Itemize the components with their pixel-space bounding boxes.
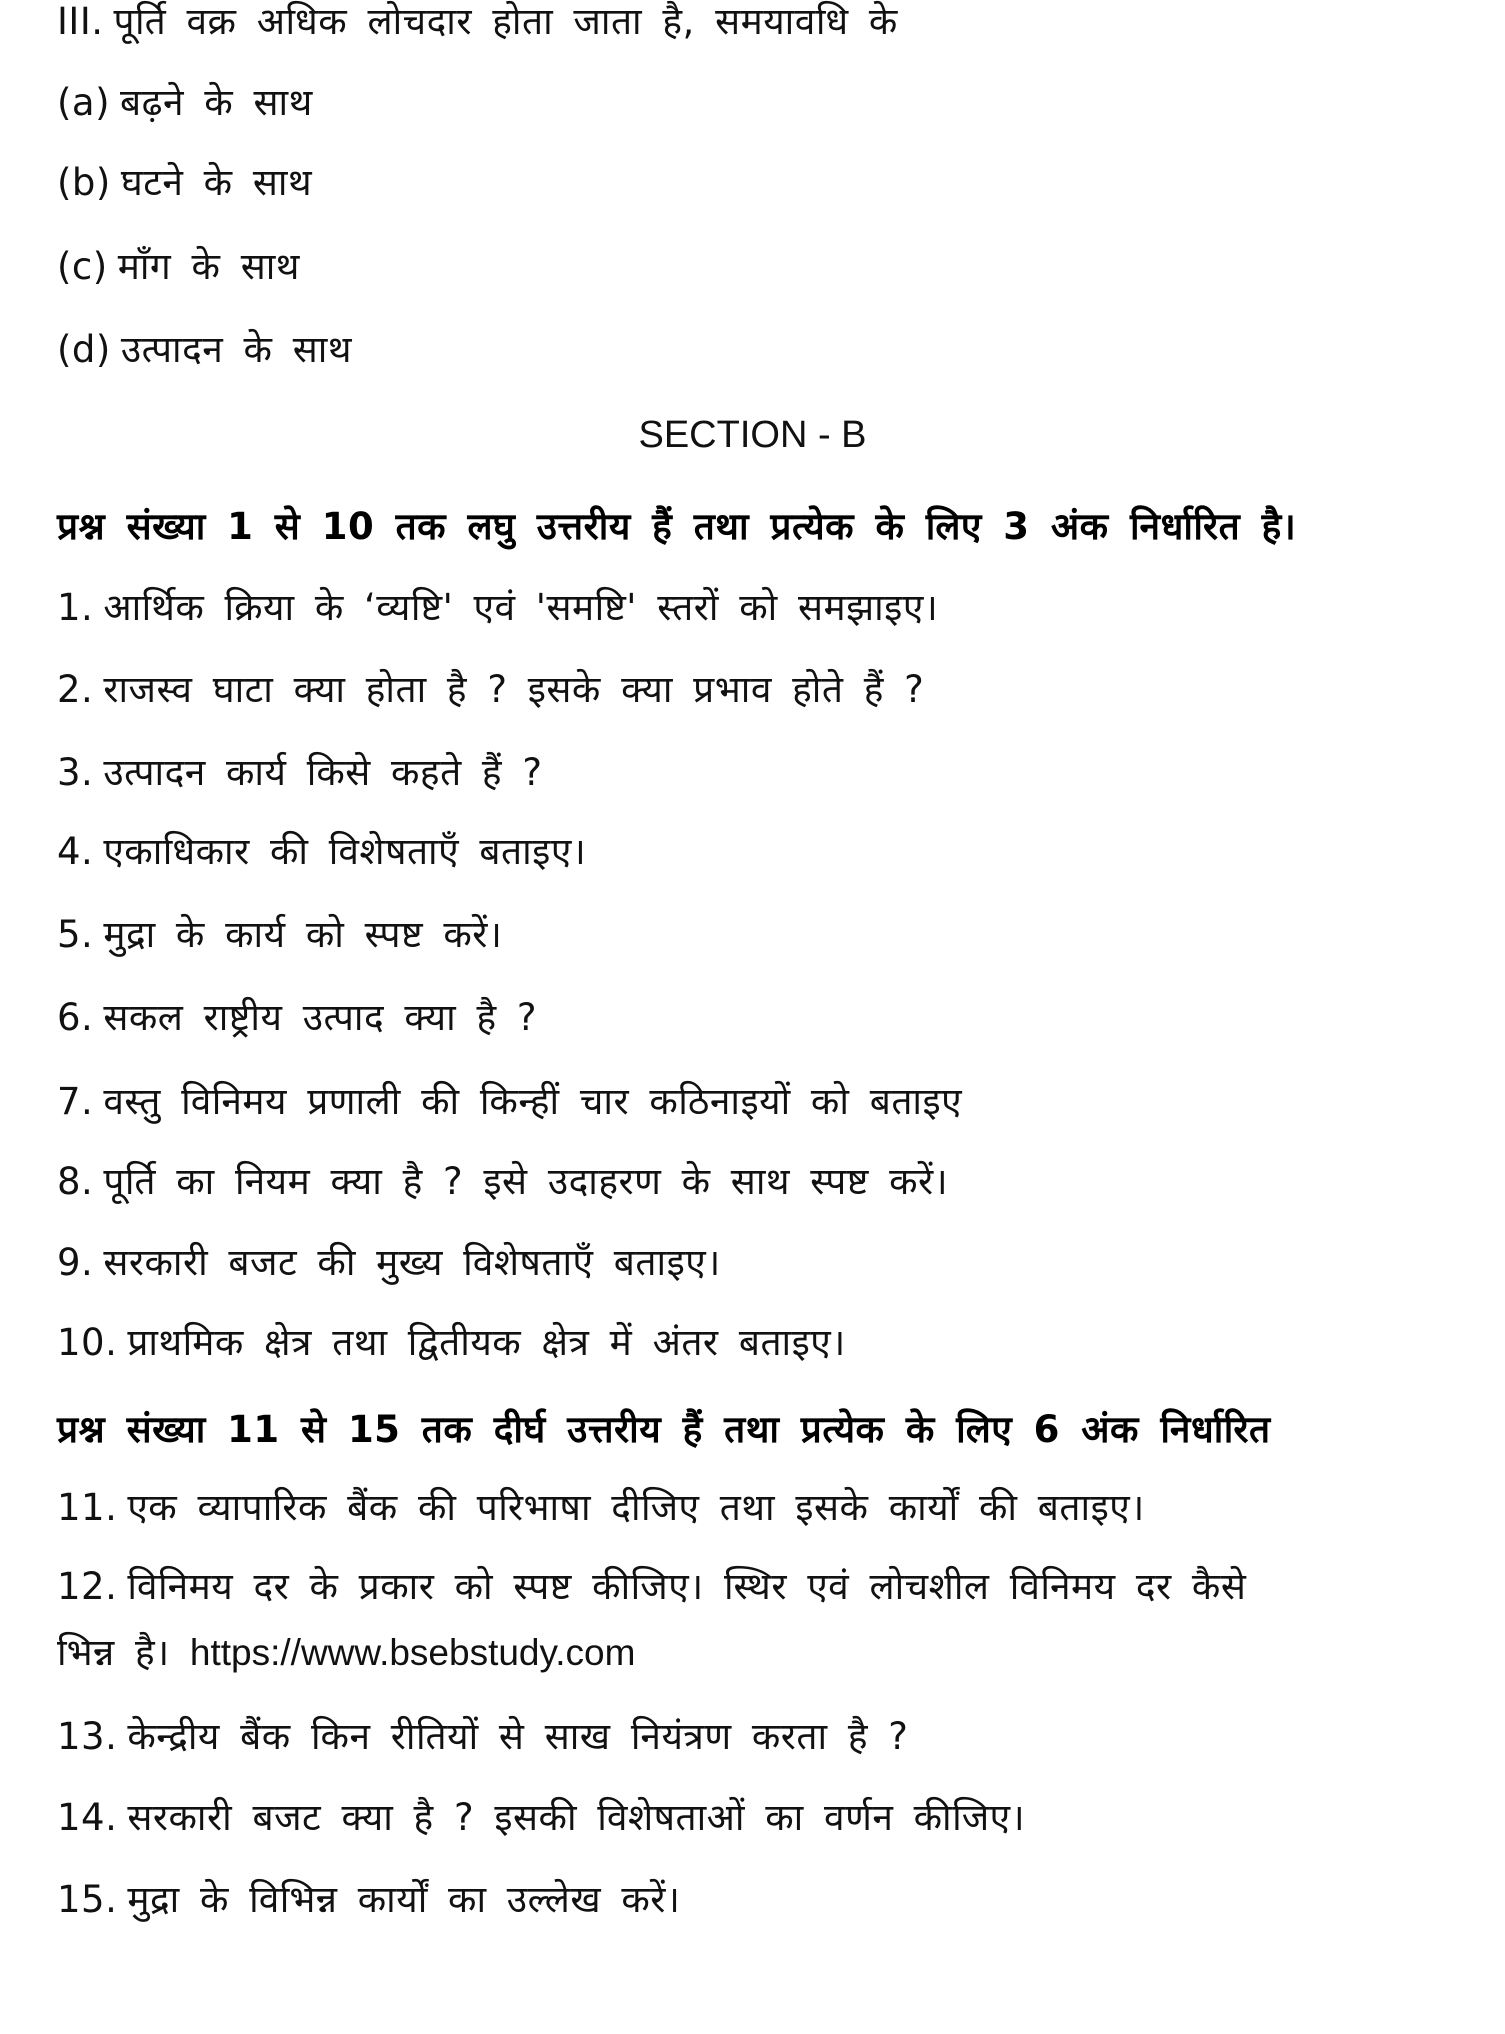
- short-answer-instruction: प्रश्न संख्या 1 से 10 तक लघु उत्तरीय हैं तथा प्रत्येक के लिए 3 अंक निर्धारित है।: [57, 505, 1297, 548]
- question-text: सरकारी बजट क्या है ? इसकी विशेषताओं का वर्णन कीजिए।: [127, 1796, 1026, 1839]
- question-text: उत्पादन कार्य किसे कहते हैं ?: [103, 751, 543, 794]
- question-number: 4.: [57, 830, 94, 873]
- question-text: मुद्रा के विभिन्न कार्यों का उल्लेख करें।: [127, 1878, 681, 1921]
- question-11: [57, 1483, 1145, 1533]
- question-text-continuation: भिन्न है।: [57, 1631, 170, 1674]
- question-1: [57, 583, 938, 633]
- question-text: सरकारी बजट की मुख्य विशेषताएँ बताइए।: [103, 1241, 721, 1284]
- question-number: 12.: [57, 1565, 118, 1608]
- question-13: [57, 1712, 908, 1762]
- question-text: आर्थिक क्रिया के ‘व्यष्टि' एवं 'समष्टि' स्तरों को समझाइए।: [103, 586, 939, 629]
- option-a: [57, 78, 313, 128]
- option-text: बढ़ने के साथ: [120, 81, 313, 124]
- question-text: पूर्ति वक्र अधिक लोचदार होता जाता है, समयावधि के: [113, 0, 898, 43]
- question-6: [57, 993, 537, 1043]
- question-number: 7.: [57, 1080, 94, 1123]
- option-label: (b): [57, 161, 111, 204]
- option-label: (c): [57, 245, 108, 288]
- section-heading: SECTION - B: [638, 414, 867, 456]
- question-12-continuation: [57, 1628, 635, 1678]
- question-text: वस्तु विनिमय प्रणाली की किन्हीं चार कठिनाइयों को बताइए: [103, 1080, 963, 1123]
- option-label: (d): [57, 328, 111, 371]
- question-12: [57, 1562, 1246, 1612]
- question-8: [57, 1157, 948, 1207]
- question-number: 5.: [57, 913, 94, 956]
- option-text: उत्पादन के साथ: [120, 328, 352, 371]
- question-text: एक व्यापारिक बैंक की परिभाषा दीजिए तथा इसके कार्यों की बताइए।: [127, 1486, 1145, 1529]
- question-number: 1.: [57, 586, 94, 629]
- option-text: घटने के साथ: [120, 161, 313, 204]
- option-label: (a): [57, 81, 111, 124]
- question-number: 11.: [57, 1486, 118, 1529]
- question-number: 14.: [57, 1796, 118, 1839]
- question-text: प्राथमिक क्षेत्र तथा द्वितीयक क्षेत्र में अंतर बताइए।: [127, 1321, 846, 1364]
- question-9: [57, 1238, 721, 1288]
- question-10: [57, 1318, 846, 1368]
- question-number: 9.: [57, 1241, 94, 1284]
- question-text: मुद्रा के कार्य को स्पष्ट करें।: [103, 913, 503, 956]
- question-number: 2.: [57, 668, 94, 711]
- question-15: [57, 1875, 680, 1925]
- option-d: [57, 325, 352, 375]
- question-text: एकाधिकार की विशेषताएँ बताइए।: [103, 830, 587, 873]
- question-2: [57, 665, 924, 715]
- question-4: [57, 827, 586, 877]
- question-number: 6.: [57, 996, 94, 1039]
- question-text: राजस्व घाटा क्या होता है ? इसके क्या प्रभाव होते हैं ?: [103, 668, 925, 711]
- option-text: माँग के साथ: [117, 245, 300, 288]
- question-number: 15.: [57, 1878, 118, 1921]
- question-iii: [57, 0, 898, 47]
- question-3: [57, 748, 542, 798]
- question-number: III.: [57, 0, 104, 43]
- question-text: सकल राष्ट्रीय उत्पाद क्या है ?: [103, 996, 538, 1039]
- option-b: [57, 158, 312, 208]
- question-5: [57, 910, 502, 960]
- question-14: [57, 1793, 1025, 1843]
- option-c: [57, 242, 300, 292]
- question-number: 8.: [57, 1160, 94, 1203]
- question-text: केन्द्रीय बैंक किन रीतियों से साख नियंत्रण करता है ?: [127, 1715, 909, 1758]
- long-answer-instruction: प्रश्न संख्या 11 से 15 तक दीर्घ उत्तरीय हैं तथा प्रत्येक के लिए 6 अंक निर्धारित: [57, 1408, 1271, 1451]
- question-number: 3.: [57, 751, 94, 794]
- question-number: 13.: [57, 1715, 118, 1758]
- question-number: 10.: [57, 1321, 118, 1364]
- question-text: पूर्ति का नियम क्या है ? इसे उदाहरण के साथ स्पष्ट करें।: [103, 1160, 949, 1203]
- question-text: विनिमय दर के प्रकार को स्पष्ट कीजिए। स्थिर एवं लोचशील विनिमय दर कैसे: [127, 1565, 1247, 1608]
- question-7: [57, 1077, 962, 1127]
- source-url-link[interactable]: https://www.bsebstudy.com: [189, 1632, 636, 1673]
